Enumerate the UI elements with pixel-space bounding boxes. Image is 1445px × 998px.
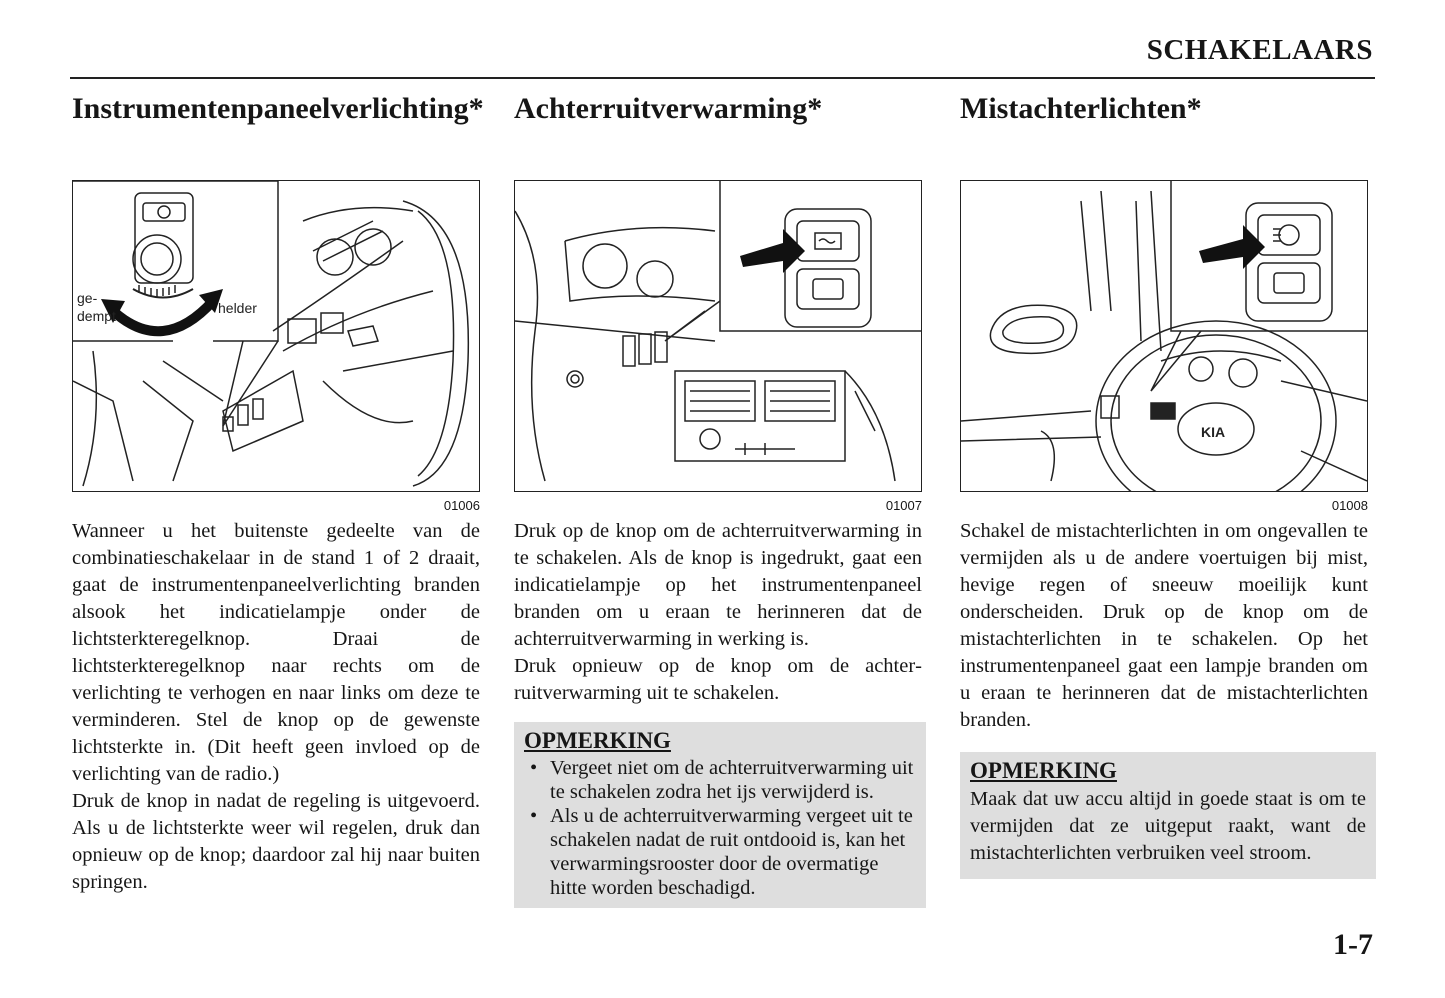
- column-rear-fog-lights: [960, 92, 1370, 864]
- dashboard-dimmer-illustration: [73, 181, 479, 491]
- figure-rear-fog-lights: [960, 180, 1368, 492]
- note-item: • Als u de achterruitverwarming vergeet uit te schakelen nadat de ruit ontdooid is, kan het verwarmingsrooster door de overmatige hitte worden beschadigd.: [524, 804, 916, 900]
- dashboard-defroster-illustration: [515, 181, 921, 491]
- label-bright: helder: [218, 300, 257, 316]
- note-box: [514, 722, 926, 908]
- note-title: OPMERKING: [524, 728, 671, 753]
- paragraph: Wanneer u het buitenste gedeelte van de combinatieschakelaar in de stand 1 of 2 draait, gaat de instrumentenpaneelverlichting branden alsook het indicatielampje onder de lichtsterkteregelknop. Draai de lichtsterkteregelknop naar rechts om de verlichting te verhogen en naar links om deze te verminderen. Stel de knop op de gewenste lichtsterkte in. (Dit heeft geen invloed op de verlichting van de radio.): [72, 520, 480, 785]
- note-item: • Vergeet niet om de achterruitverwarming uit te schakelen zodra het ijs verwijderd is.: [524, 756, 916, 804]
- wheel-logo: KIA: [1201, 424, 1226, 440]
- page-number: 1-7: [1333, 928, 1373, 961]
- paragraph: Druk opnieuw op de knop om de achterruitverwarming uit te schakelen.: [514, 655, 922, 704]
- figure-rear-defroster: [514, 180, 922, 492]
- section-title: SCHAKELAARS: [1146, 34, 1373, 66]
- figure-code: 01008: [1331, 498, 1368, 513]
- body-text: [72, 518, 480, 896]
- note-text: Maak dat uw accu altijd in goede staat is om te vermijden dat ze uitgeput raakt, want de mistachterlichten verbruiken veel stroom.: [970, 788, 1366, 864]
- paragraph: Druk op de knop om de achterruitverwarming in te schakelen. Als de knop is ingedrukt, gaat een indicatielampje op het instrumentenpaneel branden om u eraan te herinneren dat de achterruitverwarming in werking is.: [514, 520, 922, 650]
- figure-instrument-lighting: [72, 180, 480, 492]
- paragraph: Schakel de mistachterlichten in om ongevallen te vermijden als u de andere voertuigen bij mist, hevige regen of sneeuw moeilijk kunt onderscheiden. Druk op de knop om de mistachterlichten in te schakelen. Op het instrumentenpaneel gaat een lampje branden om u eraan te herinneren dat de mistachterlichten branden.: [960, 520, 1368, 731]
- note-box: [960, 752, 1376, 879]
- paragraph: Druk de knop in nadat de regeling is uitgevoerd. Als u de lichtsterkte weer wil regelen, druk dan opnieuw op de knop; daardoor zal hij naar buiten springen.: [72, 790, 480, 893]
- body-text: [960, 518, 1368, 734]
- note-list: [524, 756, 916, 900]
- body-text: [514, 518, 922, 707]
- dashboard-foglight-illustration: [961, 181, 1367, 491]
- heading-instrument-lighting: Instrumentenpaneelverlichting*: [72, 92, 484, 125]
- column-rear-defroster: [514, 92, 924, 899]
- heading-rear-fog-lights: Mistachterlichten*: [960, 92, 1202, 125]
- label-dimmed-line1: ge-: [77, 290, 98, 306]
- note-title: OPMERKING: [970, 758, 1117, 783]
- header-rule: [70, 77, 1375, 79]
- heading-rear-defroster: Achterruitverwarming*: [514, 92, 823, 125]
- column-instrument-lighting: [72, 92, 484, 893]
- label-dimmed-line2: dempt: [77, 308, 116, 324]
- figure-code: 01006: [443, 498, 480, 513]
- figure-code: 01007: [885, 498, 922, 513]
